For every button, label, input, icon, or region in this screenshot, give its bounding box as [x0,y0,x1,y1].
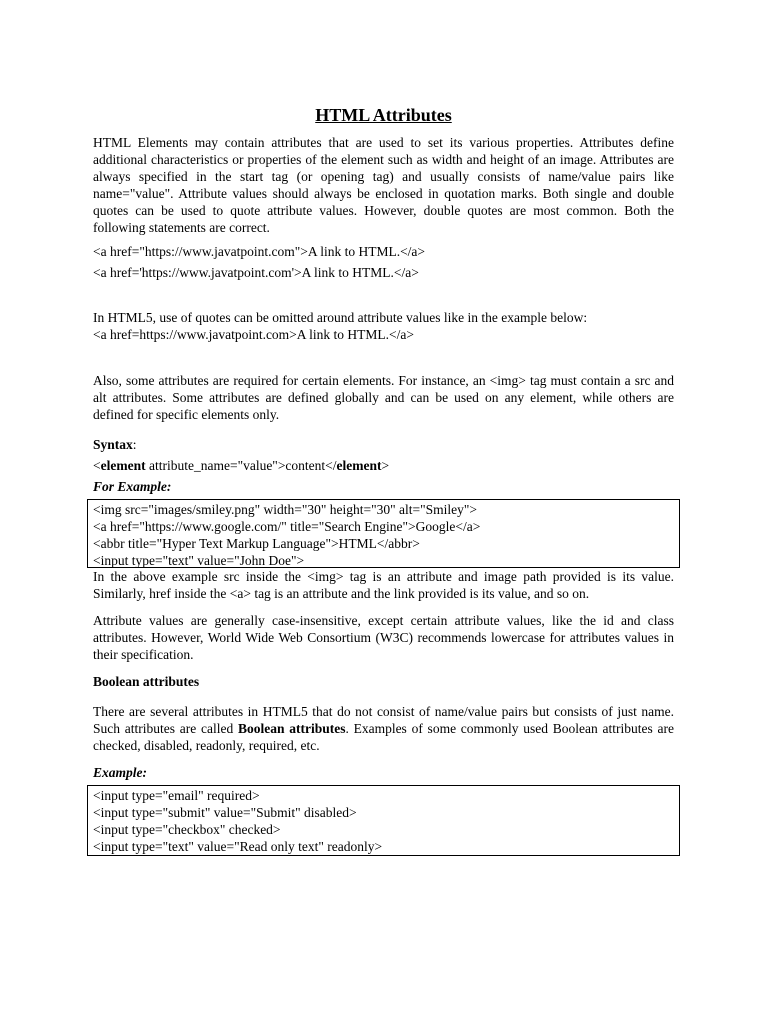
boolean-code-line: <input type="email" required> [93,788,260,803]
boolean-code-line: <input type="submit" value="Submit" disabled> [93,805,357,820]
html5-note: In HTML5, use of quotes can be omitted around attribute values like in the example below: [93,310,588,325]
example-code-box [87,499,680,568]
boolean-code-line: <input type="text" value="Read only text" readonly> [93,839,383,854]
intro-example-line: <a href='https://www.javatpoint.com'>A link to HTML.</a> [93,265,419,280]
boolean-bold-term: Boolean attributes [237,721,346,736]
syntax-lt: < [93,458,101,473]
syntax-line [93,457,674,474]
page-title: HTML Attributes [315,105,452,125]
syntax-colon: : [132,437,137,452]
example-code-line: <a href="https://www.google.com/" title="Search Engine">Google</a> [93,519,481,534]
syntax-element-close: element [336,458,382,473]
boolean-code-box [87,785,680,856]
example-code-line: <img src="images/smiley.png" width="30" height="30" alt="Smiley"> [93,502,477,517]
boolean-code-line: <input type="checkbox" checked> [93,822,281,837]
intro-example-line: <a href="https://www.javatpoint.com">A link to HTML.</a> [93,244,426,259]
boolean-paragraph: There are several attributes in HTML5 that do not consist of name/value pairs but consists of just name. Such attributes are called Boolean attributes. Examples of some commonly used Boolean attributes are checked, disabled, readonly, required, etc. [93,704,674,753]
syntax-label: Syntax [93,437,133,452]
intro-paragraph: HTML Elements may contain attributes that are used to set its various properties. Attributes define additional characteristics or properties of the element such as width and height of an image. Attributes are always specified in the start tag (or opening tag) and usually consists of name/value pairs like name="value". Attribute values should always be enclosed in quotation marks. Both single and double quotes can be used to quote attribute values. However, double quotes are most common. Both the following statements are correct. [93,135,674,235]
explain-paragraph: In the above example src inside the <img> tag is an attribute and image path provided is its value. Similarly, href inside the <a> tag is an attribute and the link provided is its value, and so on. [93,569,674,601]
document-body [93,104,674,856]
syntax-heading [93,436,674,453]
example-code-line: <abbr title="Hyper Text Markup Language">HTML</abbr> [93,536,420,551]
intro-examples [93,243,674,281]
example-code-line: <input type="text" value="John Doe"> [93,553,305,568]
required-paragraph: Also, some attributes are required for certain elements. For instance, an <img> tag must contain a src and alt attributes. Some attributes are defined globally and can be used on any element, while others are defined for specific elements only. [93,373,674,422]
boolean-heading: Boolean attributes [93,674,200,689]
example-label: Example: [93,765,147,780]
syntax-gt: > [381,458,390,473]
syntax-middle: attribute_name="value">content</ [145,458,337,473]
syntax-element-open: element [100,458,146,473]
case-paragraph: Attribute values are generally case-insensitive, except certain attribute values, like the id and class attributes. However, World Wide Web Consortium (W3C) recommends lowercase for attributes values in their specification. [93,613,674,662]
for-example-label: For Example: [93,479,172,494]
html5-example: <a href=https://www.javatpoint.com>A link to HTML.</a> [93,327,415,342]
